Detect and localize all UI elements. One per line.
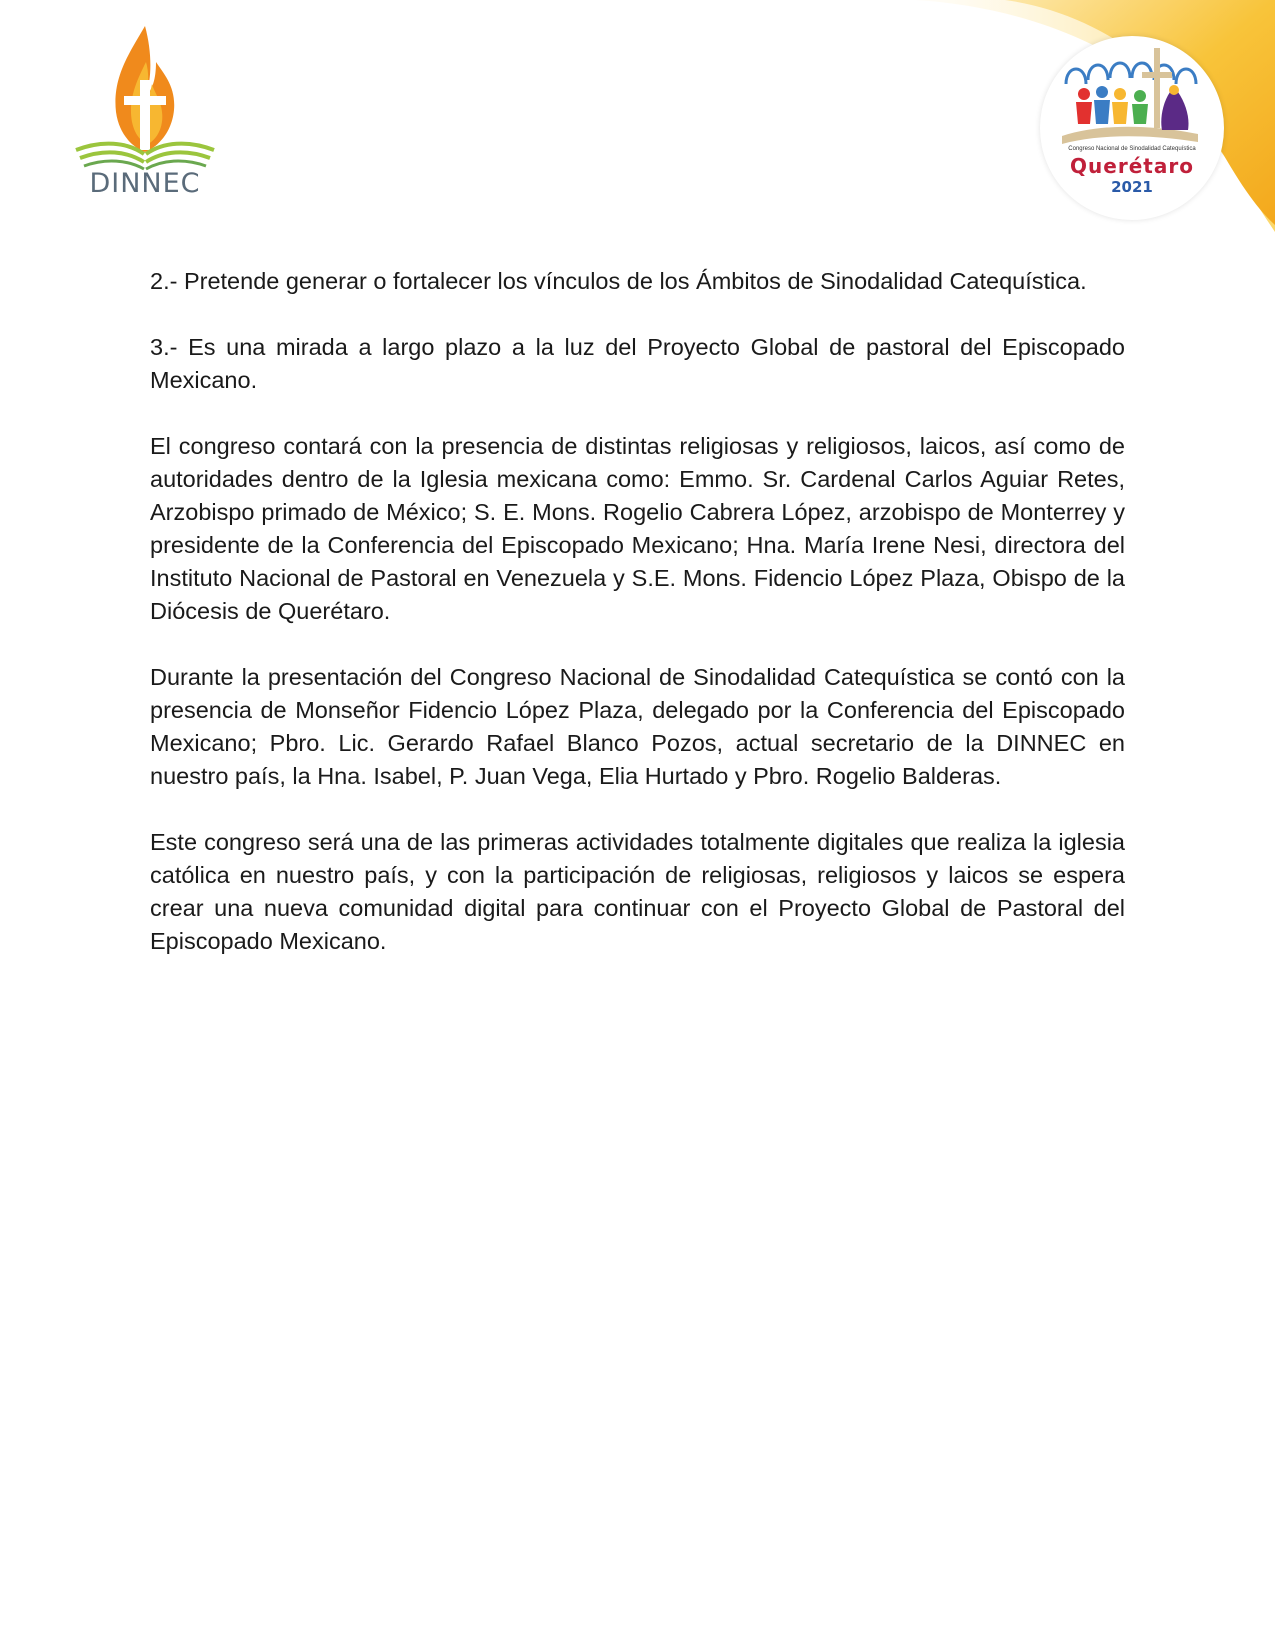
document-body (150, 265, 1125, 991)
paragraph: Este congreso será una de las primeras actividades totalmente digitales que realiza la iglesia católica en nuestro país, y con la participación de religiosas, religiosos y laicos se espera crear una nueva comunidad digital para continuar con el Proyecto Global de Pastoral del Episcopado Mexicano. (150, 829, 1125, 954)
dinnec-logo (72, 22, 218, 202)
badge-city: Querétaro (1070, 154, 1194, 178)
badge-year: 2021 (1111, 178, 1153, 196)
paragraph: Durante la presentación del Congreso Nacional de Sinodalidad Catequística se contó con la presencia de Monseñor Fidencio López Plaza, delegado por la Conferencia del Episcopado Mexicano; Pbro. Lic. Gerardo Rafael Blanco Pozos, actual secretario de la DINNEC en nuestro país, la Hna. Isabel, P. Juan Vega, Elia Hurtado y Pbro. Rogelio Balderas. (150, 664, 1125, 789)
paragraph: 3.- Es una mirada a largo plazo a la luz del Proyecto Global de pastoral del Episcopado Mexicano. (150, 334, 1125, 393)
flame-cross-book-icon (72, 22, 218, 172)
paragraph: 2.- Pretende generar o fortalecer los vínculos de los Ámbitos de Sinodalidad Catequística. (150, 268, 1087, 294)
paragraph: El congreso contará con la presencia de distintas religiosas y religiosos, laicos, así como de autoridades dentro de la Iglesia mexicana como: Emmo. Sr. Cardenal Carlos Aguiar Retes, Arzobispo primado de México; S. E. Mons. Rogelio Cabrera López, arzobispo de Monterrey y presidente de la Conferencia del Episcopado Mexicano; Hna. María Irene Nesi, directora del Instituto Nacional de Pastoral en Venezuela y S.E. Mons. Fidencio López Plaza, Obispo de la Diócesis de Querétaro. (150, 433, 1125, 624)
badge-subtitle: Congreso Nacional de Sinodalidad Catequística (1068, 146, 1196, 152)
congress-badge (1040, 36, 1224, 220)
congress-people-cross-icon (1058, 44, 1206, 148)
dinnec-logo-text: DINNEC (89, 168, 201, 199)
